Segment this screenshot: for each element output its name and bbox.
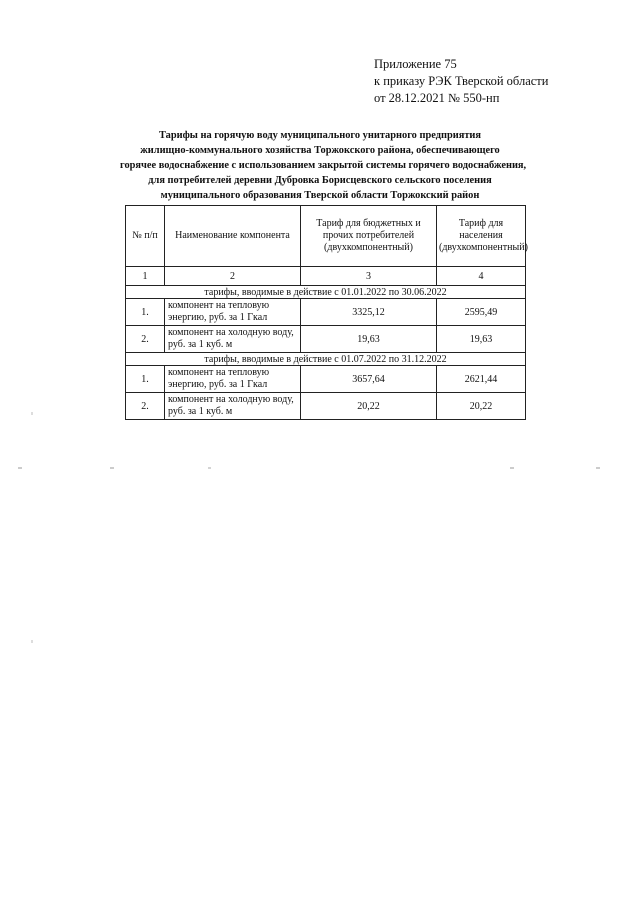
component-name: компонент на холодную воду, руб. за 1 куб. м — [165, 393, 301, 420]
component-name: компонент на тепловую энергию, руб. за 1 Гкал — [165, 299, 301, 326]
row-number: 1. — [126, 366, 165, 393]
column-numbers-row — [126, 267, 526, 286]
header-number: № п/п — [126, 206, 165, 267]
component-name: компонент на тепловую энергию, руб. за 1 Гкал — [165, 366, 301, 393]
table-row — [126, 326, 526, 353]
title-line: горячее водоснабжение с использованием закрытой системы горячего водоснабжения, — [120, 160, 527, 171]
row-number: 2. — [126, 393, 165, 420]
table-row — [126, 393, 526, 420]
header-budget-tariff: Тариф для бюджетных и прочих потребителей (двухкомпонентный) — [301, 206, 437, 267]
header-component-name: Наименование компонента — [165, 206, 301, 267]
row-number: 2. — [126, 326, 165, 353]
tariff-table — [125, 205, 526, 420]
document-title — [120, 128, 527, 203]
appendix-line: к приказу РЭК Тверской области — [374, 74, 549, 88]
period-label: тарифы, вводимые в действие с 01.01.2022 по 30.06.2022 — [126, 286, 526, 299]
population-tariff: 19,63 — [437, 326, 526, 353]
column-number: 3 — [301, 267, 437, 286]
population-tariff: 20,22 — [437, 393, 526, 420]
title-line: Тарифы на горячую воду муниципального унитарного предприятия — [158, 130, 482, 141]
table-row — [126, 299, 526, 326]
population-tariff: 2595,49 — [437, 299, 526, 326]
population-tariff: 2621,44 — [437, 366, 526, 393]
budget-tariff: 20,22 — [301, 393, 437, 420]
period-row — [126, 353, 526, 366]
column-number: 2 — [165, 267, 301, 286]
title-line: жилищно-коммунального хозяйства Торжокского района, обеспечивающего — [140, 145, 500, 156]
appendix-line: от 28.12.2021 № 550-нп — [374, 91, 500, 105]
title-line: муниципального образования Тверской области Торжокский район — [160, 190, 480, 201]
period-row — [126, 286, 526, 299]
table-header-row — [126, 206, 526, 267]
appendix-reference — [374, 56, 548, 107]
budget-tariff: 19,63 — [301, 326, 437, 353]
appendix-line: Приложение 75 — [374, 57, 457, 71]
budget-tariff: 3325,12 — [301, 299, 437, 326]
period-label: тарифы, вводимые в действие с 01.07.2022 по 31.12.2022 — [126, 353, 526, 366]
table-row — [126, 366, 526, 393]
budget-tariff: 3657,64 — [301, 366, 437, 393]
component-name: компонент на холодную воду, руб. за 1 куб. м — [165, 326, 301, 353]
title-line: для потребителей деревни Дубровка Борисцевского сельского поселения — [148, 175, 492, 186]
row-number: 1. — [126, 299, 165, 326]
header-population-tariff: Тариф для населения (двухкомпонентный) — [437, 206, 526, 267]
column-number: 1 — [126, 267, 165, 286]
column-number: 4 — [437, 267, 526, 286]
